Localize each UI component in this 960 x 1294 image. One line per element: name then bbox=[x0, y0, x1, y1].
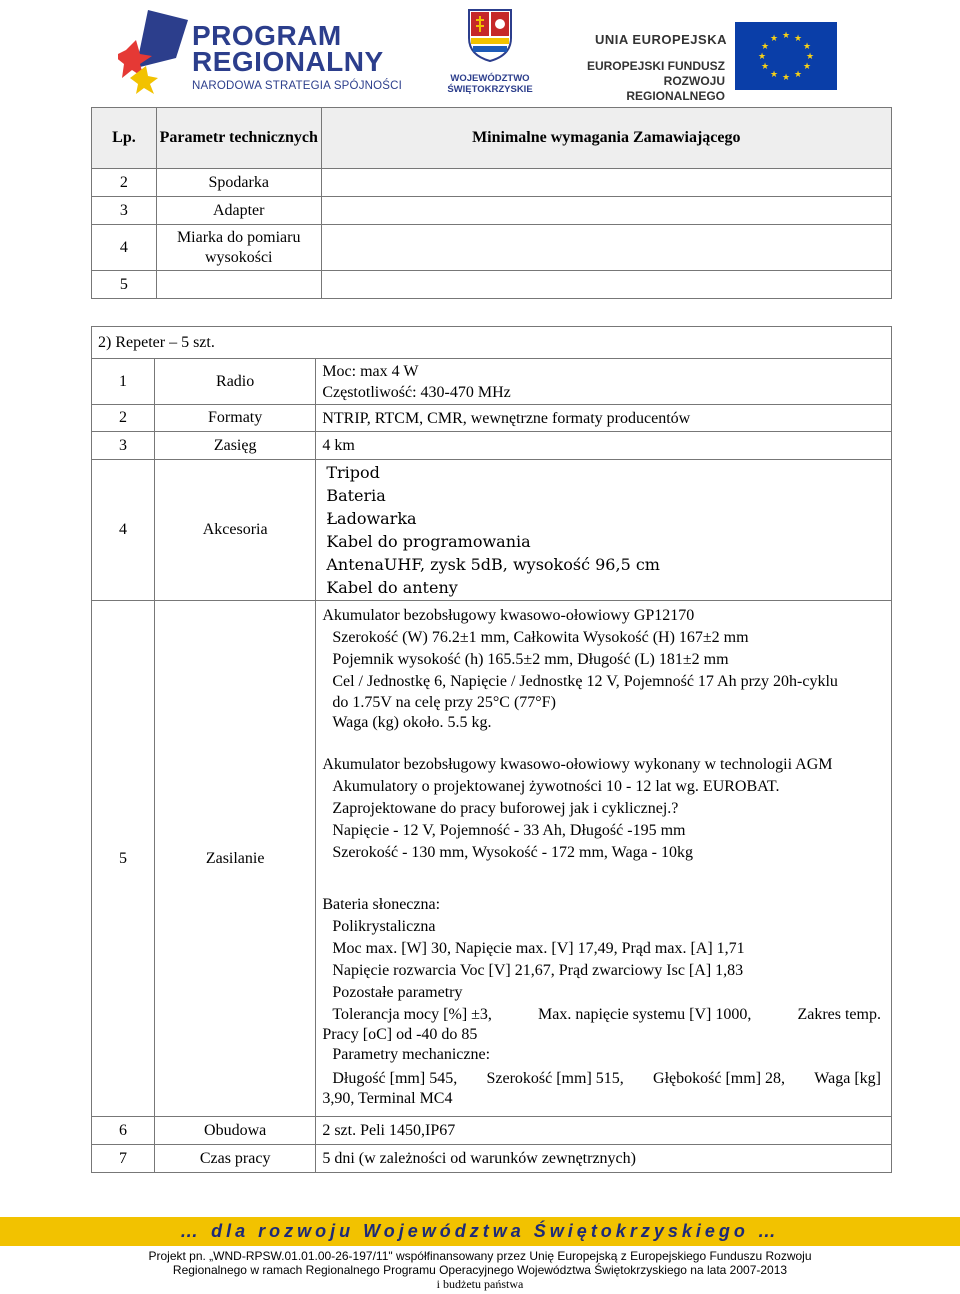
req-line: Tripod bbox=[326, 463, 380, 482]
table-row bbox=[92, 169, 892, 197]
solar-title: Bateria słoneczna: bbox=[322, 896, 441, 913]
eu-flag-icon bbox=[735, 22, 837, 90]
row-param bbox=[156, 271, 321, 299]
footer-project-info bbox=[0, 1249, 960, 1277]
row-param: Miarka do pomiaru wysokości bbox=[156, 225, 321, 271]
row-param: Spodarka bbox=[156, 169, 321, 197]
row-lp: 7 bbox=[92, 1145, 155, 1173]
table-row bbox=[92, 601, 892, 1117]
svg-text:★: ★ bbox=[757, 52, 767, 62]
svg-text:★: ★ bbox=[760, 42, 770, 52]
voivodeship-logo bbox=[440, 8, 540, 98]
row-req: 4 km bbox=[316, 432, 892, 460]
battery2-line: Napięcie - 12 V, Pojemność - 33 Ah, Długość -195 mm bbox=[332, 822, 686, 839]
voivodeship-line1: WOJEWÓDZTWO bbox=[450, 73, 530, 84]
row-req bbox=[316, 359, 892, 405]
row-req bbox=[321, 271, 891, 299]
row-param: Obudowa bbox=[154, 1117, 315, 1145]
solar-weight: Waga [kg] bbox=[814, 1070, 881, 1087]
row-lp: 3 bbox=[92, 432, 155, 460]
row-param: Adapter bbox=[156, 197, 321, 225]
eu-logo bbox=[575, 22, 835, 103]
row-lp: 5 bbox=[92, 271, 157, 299]
eu-title: UNIA EUROPEJSKA bbox=[595, 32, 727, 47]
table-row bbox=[92, 460, 892, 601]
voivodeship-line2: ŚWIĘTOKRZYSKIE bbox=[447, 84, 533, 95]
solar-line: Pozostałe parametry bbox=[332, 984, 463, 1001]
req-line: Częstotliwość: 430-470 MHz bbox=[322, 383, 511, 401]
req-line: AntenaUHF, zysk 5dB, wysokość 96,5 cm bbox=[326, 555, 660, 574]
battery2-line: Akumulatory o projektowanej żywotności 10 - 12 lat wg. EUROBAT. bbox=[332, 778, 780, 795]
section-title: 2) Repeter – 5 szt. bbox=[92, 327, 892, 359]
req-line: Kabel do anteny bbox=[326, 578, 458, 597]
svg-text:★: ★ bbox=[781, 31, 791, 41]
page-header bbox=[0, 0, 960, 108]
program-subtitle: NARODOWA STRATEGIA SPÓJNOŚCI bbox=[192, 80, 403, 92]
solar-line bbox=[322, 1004, 881, 1026]
svg-text:★: ★ bbox=[769, 34, 779, 44]
requirements-table-1 bbox=[91, 107, 892, 299]
table-row bbox=[92, 197, 892, 225]
battery2-line: Szerokość - 130 mm, Wysokość - 172 mm, Waga - 10kg bbox=[332, 844, 693, 861]
row-req bbox=[316, 460, 892, 601]
coat-of-arms-icon bbox=[467, 8, 513, 62]
table-row bbox=[92, 405, 892, 432]
solar-line: Pracy [oC] od -40 do 85 bbox=[322, 1026, 478, 1043]
header-lp: Lp. bbox=[92, 108, 157, 169]
section-row bbox=[92, 327, 892, 359]
svg-text:★: ★ bbox=[760, 62, 770, 72]
solar-block bbox=[322, 894, 881, 1108]
battery1-block bbox=[322, 605, 881, 734]
solar-depth: Głębokość [mm] 28, bbox=[653, 1070, 786, 1087]
battery2-line: Zaprojektowane do pracy buforowej jak i cyklicznej.? bbox=[332, 800, 679, 817]
solar-line: 3,90, Terminal MC4 bbox=[322, 1090, 453, 1107]
svg-text:★: ★ bbox=[793, 34, 803, 44]
svg-text:★: ★ bbox=[802, 42, 812, 52]
row-param: Formaty bbox=[154, 405, 315, 432]
table-row bbox=[92, 225, 892, 271]
table-row bbox=[92, 271, 892, 299]
row-req: NTRIP, RTCM, CMR, wewnętrzne formaty producentów bbox=[316, 405, 892, 432]
footer-line1: Projekt pn. „WND-RPSW.01.01.00-26-197/11" współfinansowany przez Unię Europejską z Europejskiego Funduszu Rozwoju bbox=[148, 1249, 812, 1263]
solar-line: Polikrystaliczna bbox=[332, 918, 436, 935]
row-lp: 4 bbox=[92, 460, 155, 601]
row-req: 2 szt. Peli 1450,IP67 bbox=[316, 1117, 892, 1145]
battery1-line: Pojemnik wysokość (h) 165.5±2 mm, Długość (L) 181±2 mm bbox=[332, 651, 729, 668]
table-row bbox=[92, 359, 892, 405]
footer-line3: i budżetu państwa bbox=[436, 1277, 524, 1291]
solar-tolerance: Tolerancja mocy [%] ±3, bbox=[332, 1006, 492, 1023]
battery1-line: Waga (kg) około. 5.5 kg. bbox=[332, 714, 492, 731]
eu-fund-line2: ROZWOJU REGIONALNEGO bbox=[626, 74, 725, 103]
req-line: Kabel do programowania bbox=[326, 532, 531, 551]
row-req bbox=[316, 601, 892, 1117]
battery1-line: Cel / Jednostkę 6, Napięcie / Jednostkę 12 V, Pojemność 17 Ah przy 20h-cyklu bbox=[332, 673, 838, 690]
svg-text:★: ★ bbox=[781, 73, 791, 83]
footer-slogan: … dla rozwoju Województwa Świętokrzyskiego … bbox=[180, 1221, 780, 1241]
star-icon bbox=[118, 10, 188, 98]
row-lp: 5 bbox=[92, 601, 155, 1117]
solar-line: Napięcie rozwarcia Voc [V] 21,67, Prąd zwarciowy Isc [A] 1,83 bbox=[332, 962, 744, 979]
svg-text:★: ★ bbox=[769, 70, 779, 80]
row-req bbox=[321, 225, 891, 271]
header-param: Parametr technicznych bbox=[156, 108, 321, 169]
battery1-line: do 1.75V na celę przy 25°C (77°F) bbox=[332, 694, 556, 711]
row-req: 5 dni (w zależności od warunków zewnętrznych) bbox=[316, 1145, 892, 1173]
row-param: Zasięg bbox=[154, 432, 315, 460]
solar-width: Szerokość [mm] 515, bbox=[486, 1070, 624, 1087]
row-lp: 6 bbox=[92, 1117, 155, 1145]
battery1-title: Akumulator bezobsługowy kwasowo-ołowiowy GP12170 bbox=[322, 607, 695, 624]
battery2-title: Akumulator bezobsługowy kwasowo-ołowiowy wykonany w technologii AGM bbox=[322, 756, 833, 773]
footer-line2: Regionalnego w ramach Regionalnego Programu Operacyjnego Województwa Świętokrzyskiego na lata 2007-2013 bbox=[172, 1263, 788, 1277]
svg-text:★: ★ bbox=[805, 52, 815, 62]
battery2-block bbox=[322, 754, 881, 864]
battery1-line: Szerokość (W) 76.2±1 mm, Całkowita Wysokość (H) 167±2 mm bbox=[332, 629, 749, 646]
requirements-table-2 bbox=[91, 326, 892, 1173]
req-line: Moc: max 4 W bbox=[322, 362, 419, 380]
program-regionalny-logo bbox=[118, 8, 418, 103]
solar-max-voltage: Max. napięcie systemu [V] 1000, bbox=[538, 1006, 752, 1023]
svg-text:★: ★ bbox=[802, 62, 812, 72]
eu-fund-line1: EUROPEJSKI FUNDUSZ bbox=[586, 59, 725, 73]
solar-temp-range: Zakres temp. bbox=[797, 1006, 881, 1023]
program-title-line2: REGIONALNY bbox=[192, 46, 384, 77]
row-lp: 2 bbox=[92, 169, 157, 197]
row-req bbox=[321, 197, 891, 225]
solar-line bbox=[322, 1068, 881, 1090]
row-lp: 2 bbox=[92, 405, 155, 432]
table-row bbox=[92, 1117, 892, 1145]
program-title-line1: PROGRAM bbox=[192, 20, 342, 51]
table-row bbox=[92, 432, 892, 460]
solar-line: Moc max. [W] 30, Napięcie max. [V] 17,49, Prąd max. [A] 1,71 bbox=[332, 940, 745, 957]
table-header-row bbox=[92, 108, 892, 169]
solar-line: Parametry mechaniczne: bbox=[332, 1046, 491, 1063]
row-lp: 4 bbox=[92, 225, 157, 271]
header-req: Minimalne wymagania Zamawiającego bbox=[321, 108, 891, 169]
svg-text:★: ★ bbox=[793, 70, 803, 80]
req-line: Bateria bbox=[326, 486, 386, 505]
row-lp: 1 bbox=[92, 359, 155, 405]
eu-fund bbox=[577, 59, 725, 104]
row-param: Radio bbox=[154, 359, 315, 405]
row-param: Czas pracy bbox=[154, 1145, 315, 1173]
req-line: Ładowarka bbox=[326, 509, 417, 528]
row-param: Akcesoria bbox=[154, 460, 315, 601]
table-row bbox=[92, 1145, 892, 1173]
row-req bbox=[321, 169, 891, 197]
row-lp: 3 bbox=[92, 197, 157, 225]
row-param: Zasilanie bbox=[154, 601, 315, 1117]
solar-length: Długość [mm] 545, bbox=[332, 1070, 458, 1087]
